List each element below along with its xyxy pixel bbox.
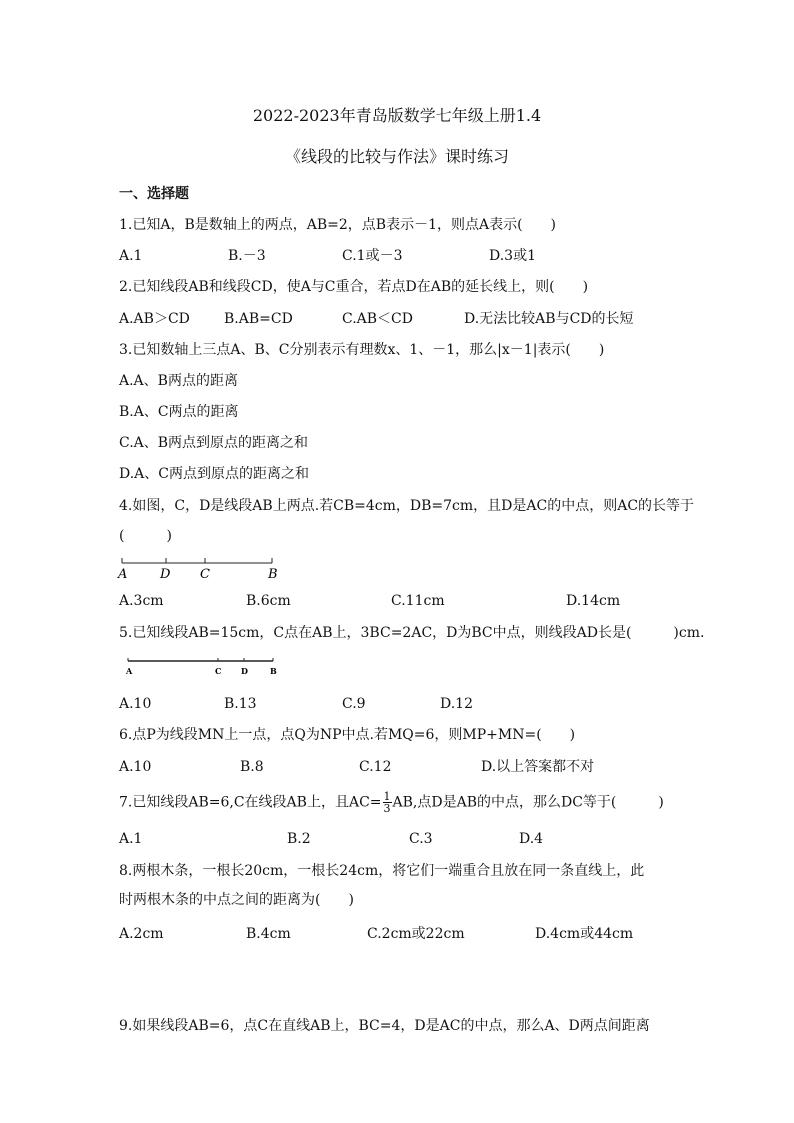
question-2-stem: 2.已知线段AB和线段CD，使A与C重合，若点D在AB的延长线上，则( ) bbox=[119, 279, 589, 295]
question-5-segment-figure bbox=[122, 654, 287, 678]
point-label-d: D bbox=[160, 567, 171, 582]
question-7-option-c: C.3 bbox=[409, 831, 433, 847]
question-4-segment-figure bbox=[112, 552, 292, 582]
question-1-option-b: B.－3 bbox=[228, 248, 266, 264]
question-8-option-d: D.4cm或44cm bbox=[535, 926, 634, 942]
question-4-option-d: D.14cm bbox=[566, 593, 621, 609]
question-7-stem bbox=[119, 791, 664, 814]
point-label-a: A bbox=[126, 666, 133, 676]
question-2-option-a: A.AB＞CD bbox=[119, 311, 190, 327]
question-1-option-a: A.1 bbox=[119, 248, 143, 264]
question-3-stem: 3.已知数轴上三点A、B、C分别表示有理数x、1、－1，那么|x－1|表示( ) bbox=[119, 342, 605, 358]
question-3-option-d: D.A、C两点到原点的距离之和 bbox=[119, 466, 309, 482]
question-4-option-a: A.3cm bbox=[119, 593, 164, 609]
question-5-option-d: D.12 bbox=[440, 696, 473, 712]
question-1-option-d: D.3或1 bbox=[489, 248, 536, 264]
question-7-option-a: A.1 bbox=[119, 831, 143, 847]
question-9-stem: 9.如果线段AB=6，点C在直线AB上，BC=4，D是AC的中点，那么A、D两点间距离 bbox=[119, 1018, 650, 1034]
question-2-option-d: D.无法比较AB与CD的长短 bbox=[464, 311, 634, 327]
point-label-c: C bbox=[200, 567, 210, 582]
point-label-a: A bbox=[118, 567, 128, 582]
point-label-b: B bbox=[270, 666, 277, 676]
question-1-stem: 1.已知A，B是数轴上的两点，AB=2，点B表示－1，则点A表示( ) bbox=[119, 217, 557, 233]
page-title-line-1: 2022-2023年青岛版数学七年级上册1.4 bbox=[252, 106, 542, 125]
fraction-one-third bbox=[383, 791, 392, 814]
point-label-c: C bbox=[215, 666, 222, 676]
point-label-b: B bbox=[268, 567, 278, 582]
fraction-numerator: 1 bbox=[383, 790, 391, 803]
question-8-option-c: C.2cm或22cm bbox=[367, 926, 465, 942]
question-1-option-c: C.1或－3 bbox=[342, 248, 403, 264]
question-3-option-a: A.A、B两点的距离 bbox=[119, 373, 238, 389]
question-4-option-c: C.11cm bbox=[391, 593, 445, 609]
question-8-option-a: A.2cm bbox=[119, 926, 164, 942]
question-4-stem: 4.如图，C，D是线段AB上两点.若CB=4cm，DB=7cm，且D是AC的中点，则AC的长等于 bbox=[119, 498, 695, 514]
question-4-stem-line-2: ( ) bbox=[119, 528, 172, 544]
question-5-option-a: A.10 bbox=[119, 696, 152, 712]
question-6-option-c: C.12 bbox=[359, 759, 392, 775]
question-2-option-c: C.AB＜CD bbox=[342, 311, 413, 327]
question-8-stem-line-2: 时两根木条的中点之间的距离为( ) bbox=[119, 892, 354, 908]
question-7-stem-part-1: 7.已知线段AB=6,C在线段AB上，且AC= bbox=[119, 794, 382, 811]
question-6-option-d: D.以上答案都不对 bbox=[481, 759, 595, 775]
question-3-option-c: C.A、B两点到原点的距离之和 bbox=[119, 435, 309, 451]
question-5-option-c: C.9 bbox=[342, 696, 366, 712]
point-label-d: D bbox=[241, 666, 248, 676]
question-2-option-b: B.AB=CD bbox=[224, 311, 293, 327]
question-7-stem-part-2: AB,点D是AB的中点，那么DC等于( ) bbox=[392, 794, 664, 811]
question-7-option-b: B.2 bbox=[287, 831, 311, 847]
question-4-option-b: B.6cm bbox=[246, 593, 291, 609]
question-5-stem: 5.已知线段AB=15cm，C点在AB上，3BC=2AC，D为BC中点，则线段AD长是( )cm. bbox=[119, 625, 705, 641]
question-6-stem: 6.点P为线段MN上一点，点Q为NP中点.若MQ=6，则MP+MN=( ) bbox=[119, 727, 576, 743]
question-8-stem: 8.两根木条，一根长20cm，一根长24cm，将它们一端重合且放在同一条直线上，此 bbox=[119, 863, 645, 879]
page-title-line-2: 《线段的比较与作法》课时练习 bbox=[284, 147, 509, 166]
fraction-denominator: 3 bbox=[383, 802, 391, 815]
question-8-option-b: B.4cm bbox=[246, 926, 291, 942]
section-heading: 一、选择题 bbox=[119, 186, 189, 202]
question-6-option-b: B.8 bbox=[240, 759, 264, 775]
question-5-option-b: B.13 bbox=[224, 696, 257, 712]
question-6-option-a: A.10 bbox=[119, 759, 152, 775]
question-3-option-b: B.A、C两点的距离 bbox=[119, 404, 239, 420]
question-7-option-d: D.4 bbox=[519, 831, 544, 847]
